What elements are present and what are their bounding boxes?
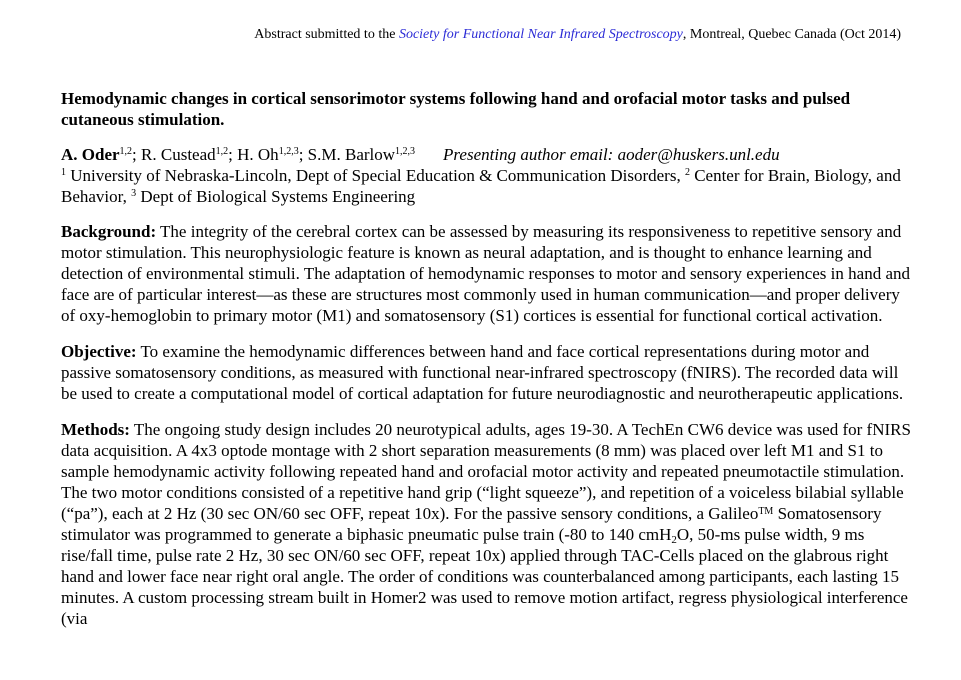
affil-sup: 3 xyxy=(131,188,137,199)
affiliations xyxy=(61,165,911,207)
affil-sup: 1 xyxy=(61,167,66,178)
affil-text: Center for Brain, Biology, and Behavior, xyxy=(61,166,901,206)
presenting-author-email[interactable]: Presenting author email: aoder@huskers.unl.edu xyxy=(443,145,780,164)
header-prefix: Abstract submitted to the xyxy=(254,27,399,42)
society-link[interactable]: Society for Functional Near Infrared Spectroscopy xyxy=(398,27,683,42)
subscript-2: 2 xyxy=(671,534,677,546)
methods-text: Somatosensory stimulator was programmed to generate a biphasic pneumatic pulse train (-80 to 140 cmH xyxy=(61,504,882,544)
abstract-title: Hemodynamic changes in cortical sensorimotor systems following hand and orofacial motor tasks and pulsed cutaneous stimulation. xyxy=(61,89,851,129)
objective-text: To examine the hemodynamic differences between hand and face cortical representations during motor and passive somatosensory conditions, as measured with functional near-infrared spectroscopy (fNIRS). The recorded data will be used to create a computational model of cortical adaptation for future neurodiagnostic and neurotherapeutic applications. xyxy=(61,342,904,403)
author-affil-sup: 1,2 xyxy=(119,146,133,157)
author-name: R. Custead xyxy=(141,145,216,164)
author-name: A. Oder xyxy=(61,145,120,164)
authors-block xyxy=(61,144,911,207)
abstract-body xyxy=(61,88,911,644)
author-affil-sup: 1,2,3 xyxy=(278,146,299,157)
author-affil-sup: 1,2 xyxy=(215,146,229,157)
header-suffix: , Montreal, Quebec Canada (Oct 2014) xyxy=(682,27,901,42)
objective-section xyxy=(61,341,911,404)
author-name: S.M. Barlow xyxy=(307,145,396,164)
objective-label: Objective: xyxy=(61,342,137,361)
conference-header xyxy=(254,27,901,43)
author-sep: ; xyxy=(132,145,142,164)
methods-text: The ongoing study design includes 20 neurotypical adults, ages 19-30. A TechEn CW6 device was used for fNIRS data acquisition. A 4x3 optode montage with 2 short separation measurements (8 mm) was placed over left M1 and S1 to sample hemodynamic activity following repeated hand and orofacial motor activity and repeated pneumotactile stimulation. The two motor conditions consisted of a repetitive hand grip (“light squeeze”), and repetition of a voiceless bilabial syllable (“pa”), each at 2 Hz (30 sec ON/60 sec OFF, repeat 10x). For the passive sensory conditions, a Galileo xyxy=(61,420,911,523)
affil-text: University of Nebraska-Lincoln, Dept of Special Education & Communication Disorders, xyxy=(66,166,685,185)
background-label: Background: xyxy=(61,222,157,241)
author-affil-sup: 1,2,3 xyxy=(395,146,416,157)
trademark-mark: TM xyxy=(758,506,774,517)
background-text: The integrity of the cerebral cortex can be assessed by measuring its responsiveness to repetitive sensory and motor stimulation. This neurophysiologic feature is known as neural adaptation, and is thought to enhance learning and detection of environmental stimuli. The adaptation of hemodynamic responses to motor and sensory experiences in hand and face are of particular interest—as these are structures most commonly used in human communication—and proper delivery of oxy-hemoglobin to primary motor (M1) and somatosensory (S1) cortices is essential for functional cortical activation. xyxy=(61,222,910,325)
author-sep: ; xyxy=(298,145,308,164)
affil-text: Dept of Biological Systems Engineering xyxy=(136,187,416,206)
methods-text: O, 50-ms pulse width, 9 ms rise/fall time, pulse rate 2 Hz, 30 sec ON/60 sec OFF, repeat 10x) applied through TAC-Cells placed on the glabrous right hand and lower face near right oral angle. The order of conditions was counterbalanced among participants, each lasting 15 minutes. A custom processing stream built in Homer2 was used to remove motion artifact, regress physiological interference (via xyxy=(61,525,908,628)
methods-label: Methods: xyxy=(61,420,130,439)
author-sep: ; xyxy=(228,145,238,164)
author-line xyxy=(61,144,911,165)
author-name: H. Oh xyxy=(237,145,279,164)
background-section xyxy=(61,221,911,326)
affil-sup: 2 xyxy=(684,167,690,178)
methods-section xyxy=(61,419,911,629)
